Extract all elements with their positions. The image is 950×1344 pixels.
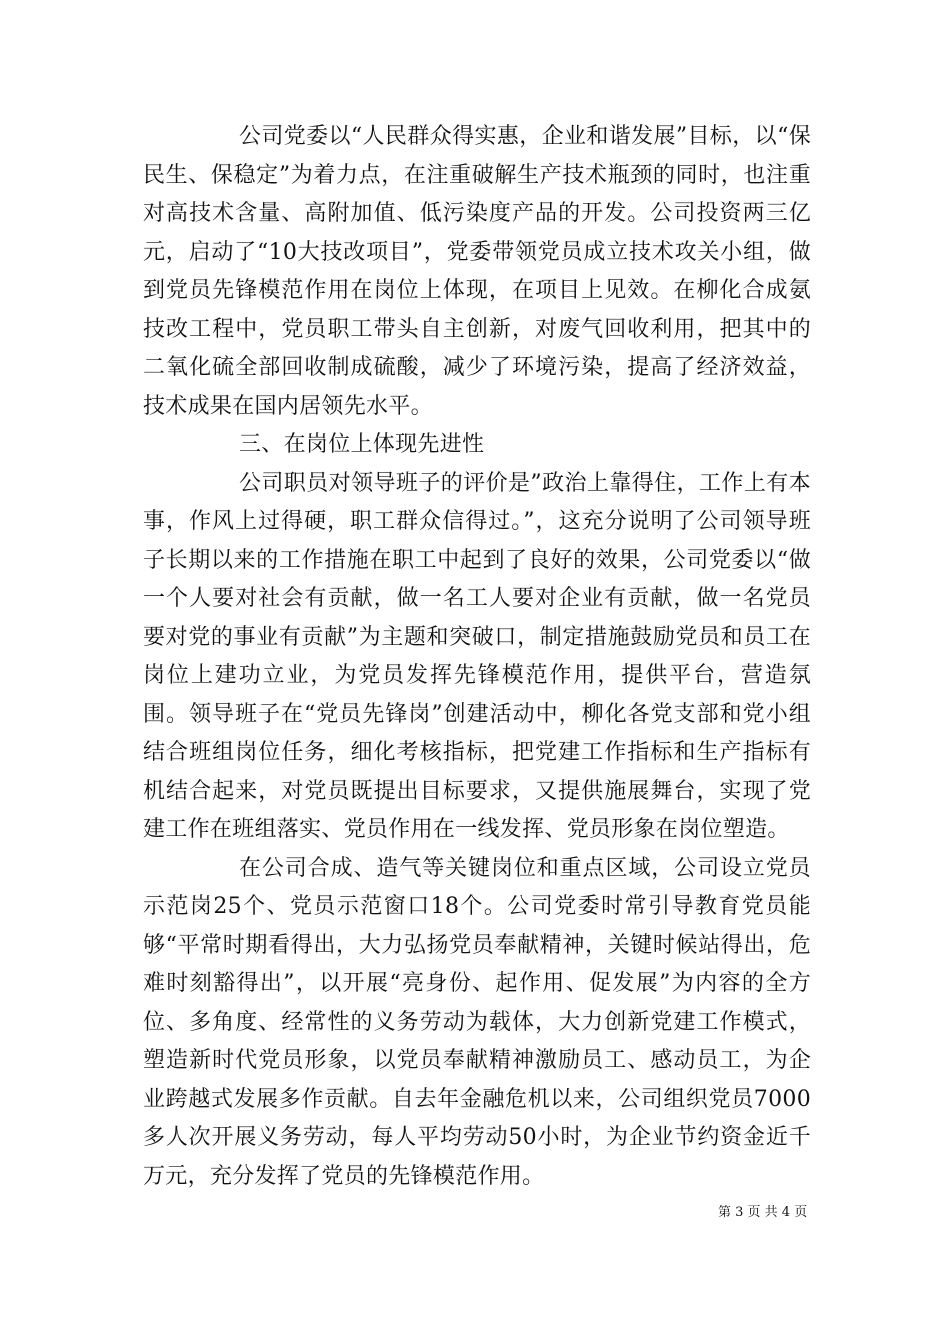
- paragraph-demonstration-posts: 在公司合成、造气等关键岗位和重点区域，公司设立党员示范岗25个、党员示范窗口18个。公司党委时常引导教育党员能够“平常时期看得出，大力弘扬党员奉献精神，关键时候站得出，危难时刻豁得出”，以开展“亮身份、起作用、促发展”为内容的全方位、多角度、经常性的义务劳动为载体，大力创新党建工作模式，塑造新时代党员形象，以党员奉献精神激励员工、感动员工，为企业跨越式发展多作贡献。自去年金融危机以来，公司组织党员7000多人次开展义务劳动，每人平均劳动50小时，为企业节约资金近千万元，充分发挥了党员的先锋模范作用。: [143, 855, 811, 1189]
- body-text: [143, 118, 811, 1196]
- section-heading: 三、在岗位上体现先进性: [239, 432, 485, 457]
- paragraph-evaluation: 公司职员对领导班子的评价是”政治上靠得住，工作上有本事，作风上过得硬，职工群众信得过。”，这充分说明了公司领导班子长期以来的工作措施在职工中起到了良好的效果，公司党委以“做一个人要对社会有贡献，做一名工人要对企业有贡献，做一名党员要对党的事业有贡献”为主题和突破口，制定措施鼓励党员和员工在岗位上建功立业，为党员发挥先锋模范作用，提供平台，营造氛围。领导班子在“党员先锋岗”创建活动中，柳化各党支部和党小组结合班组岗位任务，细化考核指标，把党建工作指标和生产指标有机结合起来，对党员既提出目标要求，又提供施展舞台，实现了党建工作在班组落实、党员作用在一线发挥、党员形象在岗位塑造。: [143, 470, 811, 842]
- page-number-footer: 第 3 页 共 4 页: [718, 1205, 808, 1220]
- paragraph-investment: 公司党委以“人民群众得实惠，企业和谐发展”目标，以“保民生、保稳定”为着力点，在注重破解生产技术瓶颈的同时，也注重对高技术含量、高附加值、低污染度产品的开发。公司投资两三亿元，启动了“10大技改项目”，党委带领党员成立技术攻关小组，做到党员先锋模范作用在岗位上体现，在项目上见效。在柳化合成氨技改工程中，党员职工带头自主创新，对废气回收利用，把其中的二氧化硫全部回收制成硫酸，减少了环境污染，提高了经济效益，技术成果在国内居领先水平。: [143, 124, 811, 419]
